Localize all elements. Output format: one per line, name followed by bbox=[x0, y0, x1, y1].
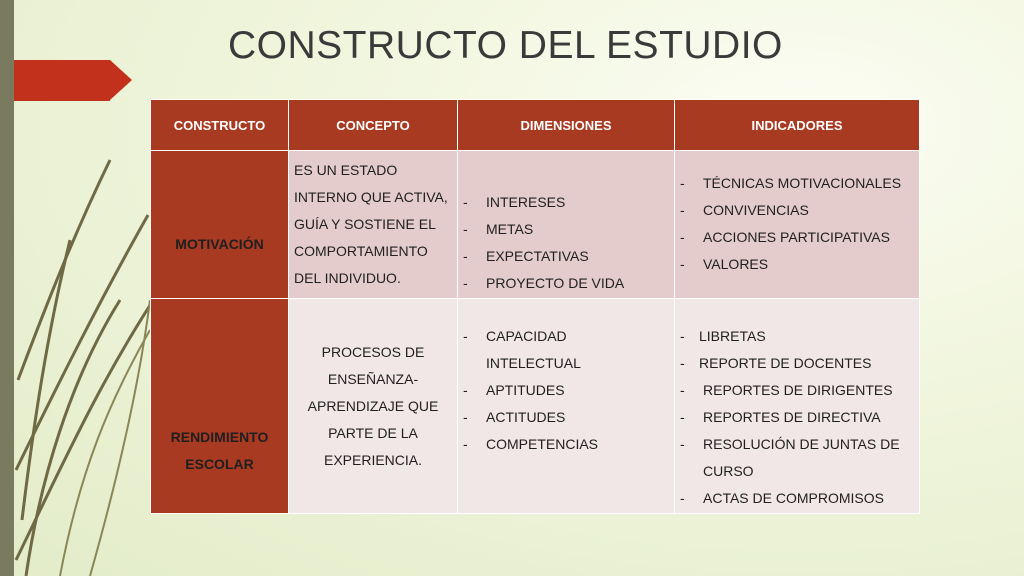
list-item: - TÉCNICAS MOTIVACIONALES bbox=[676, 170, 918, 197]
dimensions-motivacion bbox=[458, 151, 675, 299]
header-dimensions: DIMENSIONES bbox=[458, 100, 675, 151]
concept-line: DEL INDIVIDUO. bbox=[294, 270, 401, 286]
table-header-row bbox=[151, 100, 920, 151]
concept-line: APRENDIZAJE QUE bbox=[307, 397, 439, 414]
list-item: - METAS bbox=[459, 216, 673, 243]
concept-line: PARTE DE LA bbox=[328, 424, 418, 441]
list-item: - ACTITUDES bbox=[459, 404, 599, 431]
list-item: - COMPETENCIAS bbox=[459, 431, 599, 458]
construct-table bbox=[150, 99, 920, 514]
indicators-rendimiento bbox=[675, 299, 920, 514]
list-item: - INTERESES bbox=[459, 189, 673, 216]
concept-motivacion bbox=[289, 151, 458, 299]
table-row bbox=[151, 151, 920, 299]
list-item: - VALORES bbox=[676, 251, 918, 278]
concept-line: ES UN ESTADO bbox=[294, 162, 398, 178]
list-item: - LIBRETAS bbox=[676, 323, 914, 350]
construct-line: ESCOLAR bbox=[185, 455, 254, 472]
header-construct: CONSTRUCTO bbox=[151, 100, 289, 151]
indicators-motivacion bbox=[675, 151, 920, 299]
list-item: - ACCIONES PARTICIPATIVAS bbox=[676, 224, 918, 251]
title-arrow-band bbox=[14, 60, 110, 101]
title-arrow-tip bbox=[110, 60, 132, 100]
construct-line: RENDIMIENTO bbox=[170, 428, 269, 445]
concept-line: ENSEÑANZA- bbox=[327, 370, 419, 387]
list-item: - REPORTES DE DIRECTIVA bbox=[676, 404, 914, 431]
concept-rendimiento bbox=[289, 299, 458, 514]
list-item: - CONVIVENCIAS bbox=[676, 197, 918, 224]
header-indicators: INDICADORES bbox=[675, 100, 920, 151]
list-item: - REPORTE DE DOCENTES bbox=[676, 350, 914, 377]
concept-line: INTERNO QUE ACTIVA, bbox=[294, 189, 448, 205]
list-item: - ACTAS DE COMPROMISOS bbox=[676, 485, 914, 512]
slide-title: CONSTRUCTO DEL ESTUDIO bbox=[228, 24, 783, 67]
list-item: - APTITUDES bbox=[459, 377, 599, 404]
concept-line: EXPERIENCIA. bbox=[323, 451, 423, 468]
list-item: - CAPACIDAD INTELECTUAL bbox=[459, 323, 599, 377]
list-item: - PROYECTO DE VIDA bbox=[459, 270, 673, 297]
construct-motivacion: MOTIVACIÓN bbox=[151, 151, 289, 299]
list-item: - RESOLUCIÓN DE JUNTAS DE CURSO bbox=[676, 431, 914, 485]
dimensions-rendimiento bbox=[458, 299, 675, 514]
table-row bbox=[151, 299, 920, 514]
header-concept: CONCEPTO bbox=[289, 100, 458, 151]
list-item: - REPORTES DE DIRIGENTES bbox=[676, 377, 914, 404]
construct-rendimiento bbox=[151, 299, 289, 514]
concept-line: PROCESOS DE bbox=[321, 343, 425, 360]
list-item: - EXPECTATIVAS bbox=[459, 243, 673, 270]
concept-line: GUÍA Y SOSTIENE EL bbox=[294, 216, 436, 232]
concept-line: COMPORTAMIENTO bbox=[294, 243, 428, 259]
